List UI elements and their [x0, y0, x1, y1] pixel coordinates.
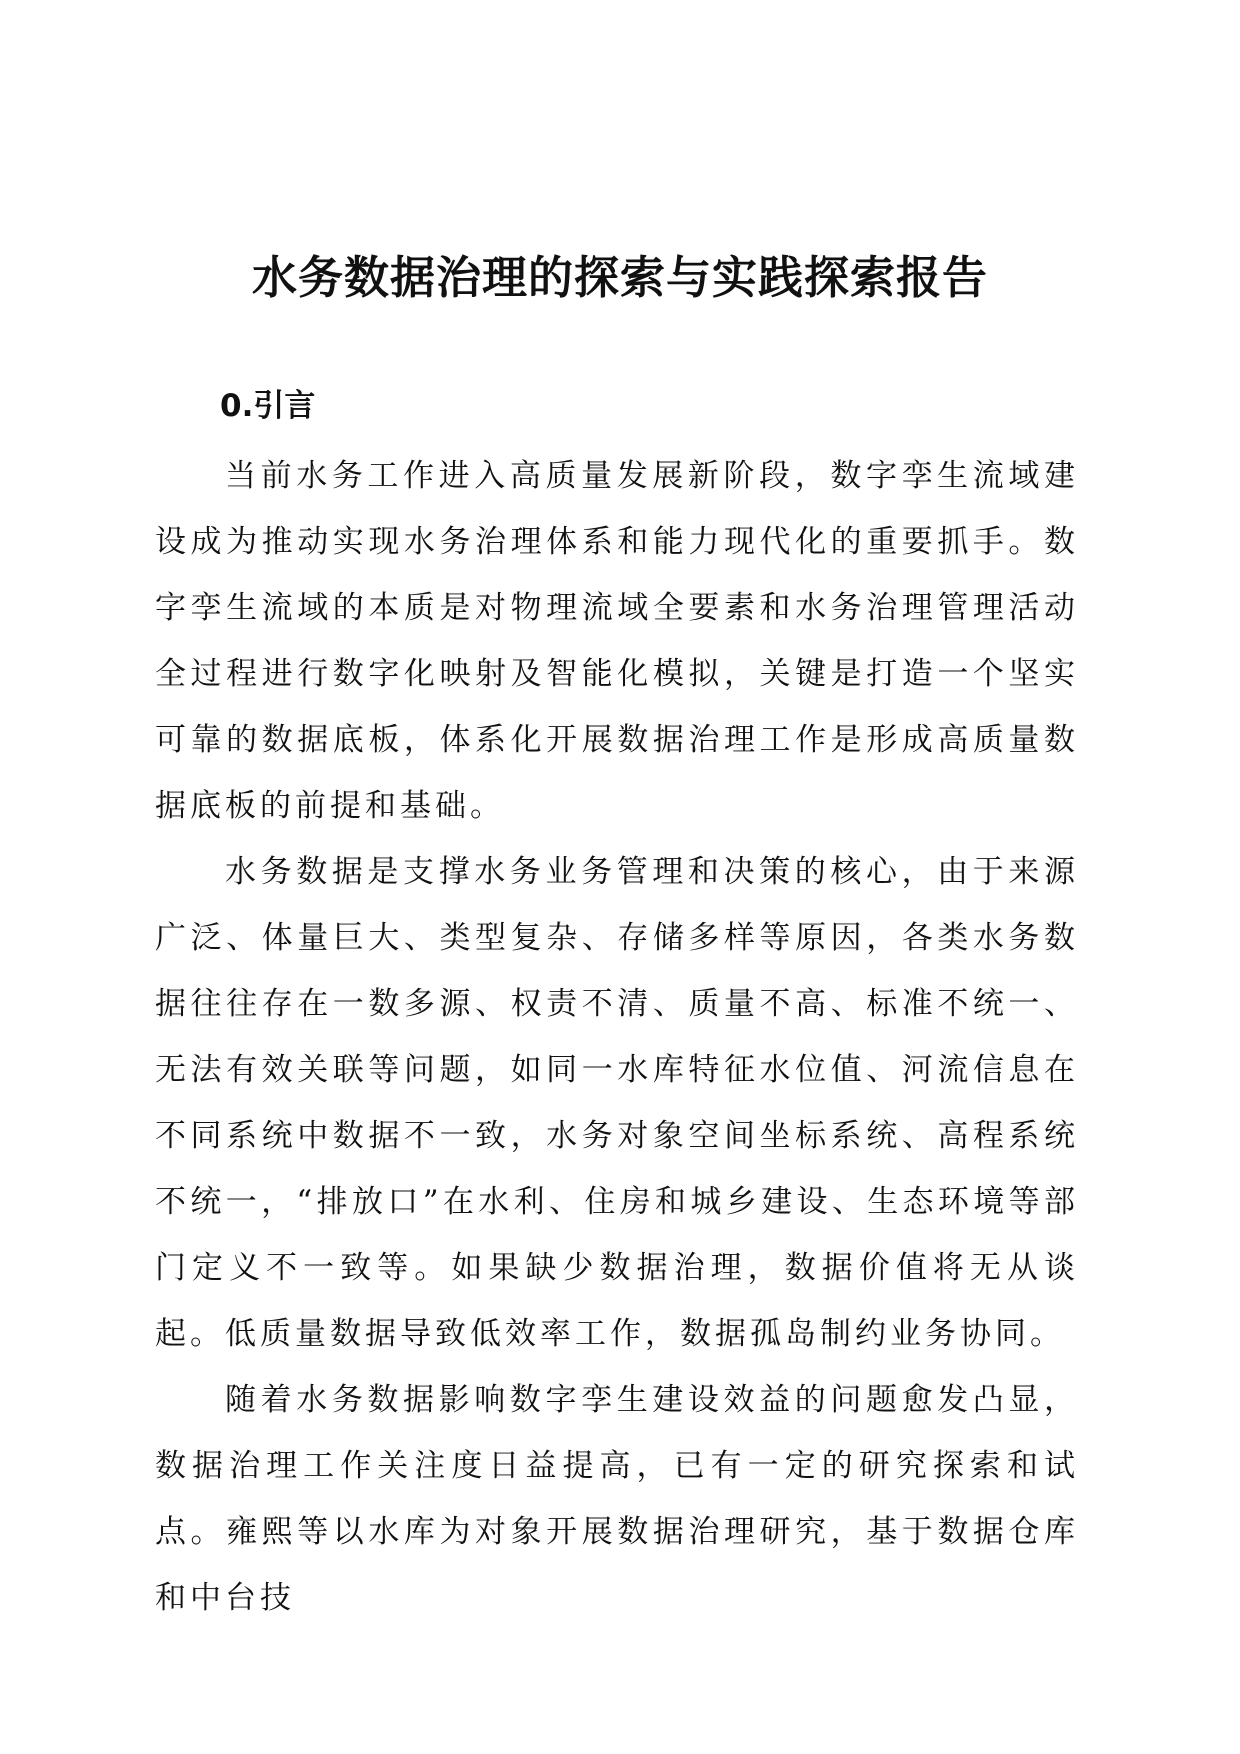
document-body [155, 443, 1079, 1631]
document-title: 水务数据治理的探索与实践探索报告 [251, 251, 988, 304]
body-paragraph: 随着水务数据影响数字孪生建设效益的问题愈发凸显，数据治理工作关注度日益提高，已有一定的研究探索和试点。雍熙等以水库为对象开展数据治理研究，基于数据仓库和中台技 [155, 1382, 1079, 1616]
body-paragraph: 当前水务工作进入高质量发展新阶段，数字孪生流域建设成为推动实现水务治理体系和能力现代化的重要抓手。数字孪生流域的本质是对物理流域全要素和水务治理管理活动全过程进行数字化映射及智能化模拟，关键是打造一个坚实可靠的数据底板，体系化开展数据治理工作是形成高质量数据底板的前提和基础。 [155, 458, 1079, 824]
section-heading: 0.引言 [220, 388, 316, 424]
body-paragraph: 水务数据是支撑水务业务管理和决策的核心，由于来源广泛、体量巨大、类型复杂、存储多样等原因，各类水务数据往往存在一数多源、权责不清、质量不高、标准不统一、无法有效关联等问题，如同一水库特征水位值、河流信息在不同系统中数据不一致，水务对象空间坐标系统、高程系统不统一，“排放口”在水利、住房和城乡建设、生态环境等部门定义不一致等。如果缺少数据治理，数据价值将无从谈起。低质量数据导致低效率工作，数据孤岛制约业务协同。 [155, 854, 1079, 1352]
